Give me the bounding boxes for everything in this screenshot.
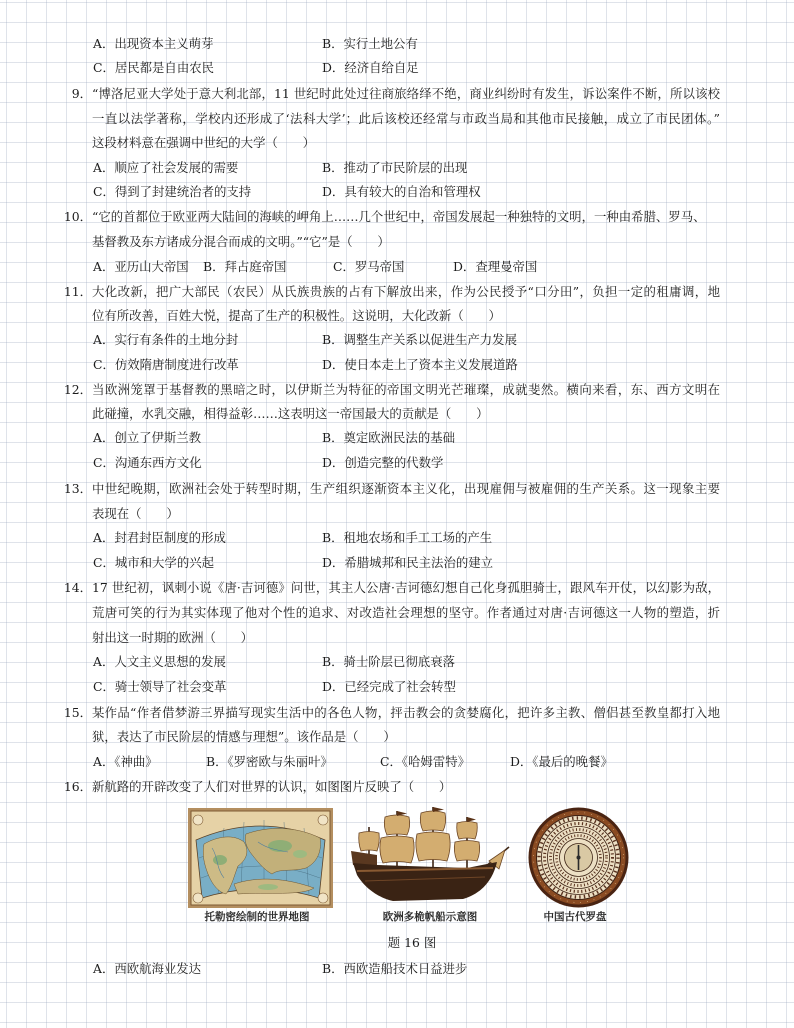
question-stem-line: 大化改新，把广大部民（农民）从氏族贵族的占有下解放出来，作为公民授予“口分田”，负担一定的租庸调，地 [92,284,720,299]
question-stem-line: “博洛尼亚大学处于意大利北部，11 世纪时此处过往商旅络绎不绝，商业纠纷时有发生，诉讼案件不断，所以该校 [92,86,720,101]
question-stem-line: 表现在（ ） [92,506,179,521]
option-a: A．实行有条件的土地分封 [93,332,239,347]
question-stem-line: 基督教及东方诸成分混合而成的文明。”“它”是（ ） [92,234,390,249]
option-b: B．调整生产关系以促进生产力发展 [322,332,517,347]
option-b: B．拜占庭帝国 [203,259,287,274]
option-a: A．人文主义思想的发展 [93,654,226,669]
figure-caption: 托勒密绘制的世界地图 [204,911,310,923]
option-b: B．推动了市民阶层的出现 [322,160,468,175]
question-stem-line: 17 世纪初，讽刺小说《唐·吉诃德》问世，其主人公唐·吉诃德幻想自己化身孤胆骑士，跟风车开仗，以幻影为敌， [92,580,720,595]
option-b: B．实行土地公有 [322,36,418,51]
question-stem-line: 中世纪晚期，欧洲社会处于转型时期，生产组织逐渐资本主义化，出现雇佣与被雇佣的生产关系。这一现象主要 [92,481,720,496]
option-b: B．奠定欧洲民法的基础 [322,430,456,445]
option-d: D．已经完成了社会转型 [322,679,456,694]
question-number: 10． [63,209,92,224]
question-number: 16． [63,779,92,794]
option-c: C．罗马帝国 [333,259,405,274]
option-b: B．《罗密欧与朱丽叶》 [206,754,333,769]
option-c: C．《哈姆雷特》 [380,754,471,769]
question-number: 13． [63,481,92,496]
question-number: 11． [63,284,92,299]
option-d: D．《最后的晚餐》 [510,754,613,769]
european-sailing-ship-image [347,805,511,905]
question-stem-line: 一直以法学著称，学校内还形成了‘法科大学’；此后该校还经常与市政当局和其他市民接触，成立了市民团体。” [92,111,720,126]
question-stem-line: 位有所改善，百姓大悦，提高了生产的积极性。这说明，大化改新（ ） [92,308,501,323]
option-a: A．亚历山大帝国 [93,259,189,274]
chinese-ancient-compass-image [525,807,632,908]
option-a: A．《神曲》 [93,754,158,769]
option-a: A．创立了伊斯兰教 [93,430,202,445]
option-c: C．沟通东西方文化 [93,455,202,470]
option-c: C．仿效隋唐制度进行改革 [93,357,239,372]
question-stem-line: 某作品“作者借梦游三界描写现实生活中的各色人物，抨击教会的贪婪腐化，把许多主教、僧侣甚至教皇都打入地 [92,705,720,720]
option-d: D．创造完整的代数学 [322,455,444,470]
question-stem-line: 新航路的开辟改变了人们对世界的认识，如图图片反映了（ ） [92,779,452,794]
option-b: B．骑士阶层已彻底衰落 [322,654,456,669]
option-d: D．使日本走上了资本主义发展道路 [322,357,518,372]
question-stem-line: 当欧洲笼罩于基督教的黑暗之时，以伊斯兰为特征的帝国文明光芒璀璨，成就斐然。横向来看，东、西方文明在 [92,382,720,397]
option-d: D．希腊城邦和民主法治的建立 [322,555,494,570]
option-a: A．封君封臣制度的形成 [93,530,226,545]
question-stem-line: 狱，表达了市民阶层的情感与理想”。该作品是（ ） [92,729,396,744]
question-stem-line: 荒唐可笑的行为其实体现了他对个性的追求、对改造社会理想的坚守。作者通过对唐·吉诃德这一人物的塑造，折 [92,605,720,620]
option-d: D．具有较大的自治和管理权 [322,184,481,199]
figure-label: 题 16 图 [387,935,437,950]
question-number: 9． [71,86,92,101]
option-c: C．骑士领导了社会变革 [93,679,227,694]
question-stem-line: 这段材料意在强调中世纪的大学（ ） [92,135,316,150]
figure-caption: 欧洲多桅帆船示意图 [382,911,478,923]
question-stem-line: 射出这一时期的欧洲（ ） [92,630,254,645]
question-number: 14． [63,580,92,595]
option-c: C．城市和大学的兴起 [93,555,214,570]
ptolemy-world-map-image [188,808,333,908]
ship-sails [359,811,505,869]
question-number: 15． [63,705,92,720]
question-number: 12． [63,382,92,397]
option-a: A．出现资本主义萌芽 [93,36,214,51]
option-c: C．居民都是自由农民 [93,60,214,75]
question-stem-line: “它的首都位于欧亚两大陆间的海峡的岬角上……几个世纪中，帝国发展起一种独特的文明，一种由希腊、罗马、 [92,209,706,224]
figure-caption: 中国古代罗盘 [543,911,607,923]
option-c: C．得到了封建统治者的支持 [93,184,252,199]
option-b: B．租地农场和手工工场的产生 [322,530,493,545]
option-a: A．顺应了社会发展的需要 [93,160,239,175]
option-d: D．查理曼帝国 [453,259,538,274]
option-b: B．西欧造船技术日益进步 [322,961,468,976]
question-stem-line: 此碰撞，水乳交融，相得益彰……这表明这一帝国最大的贡献是（ ） [92,406,489,421]
option-d: D．经济自给自足 [322,60,419,75]
option-a: A．西欧航海业发达 [93,961,202,976]
